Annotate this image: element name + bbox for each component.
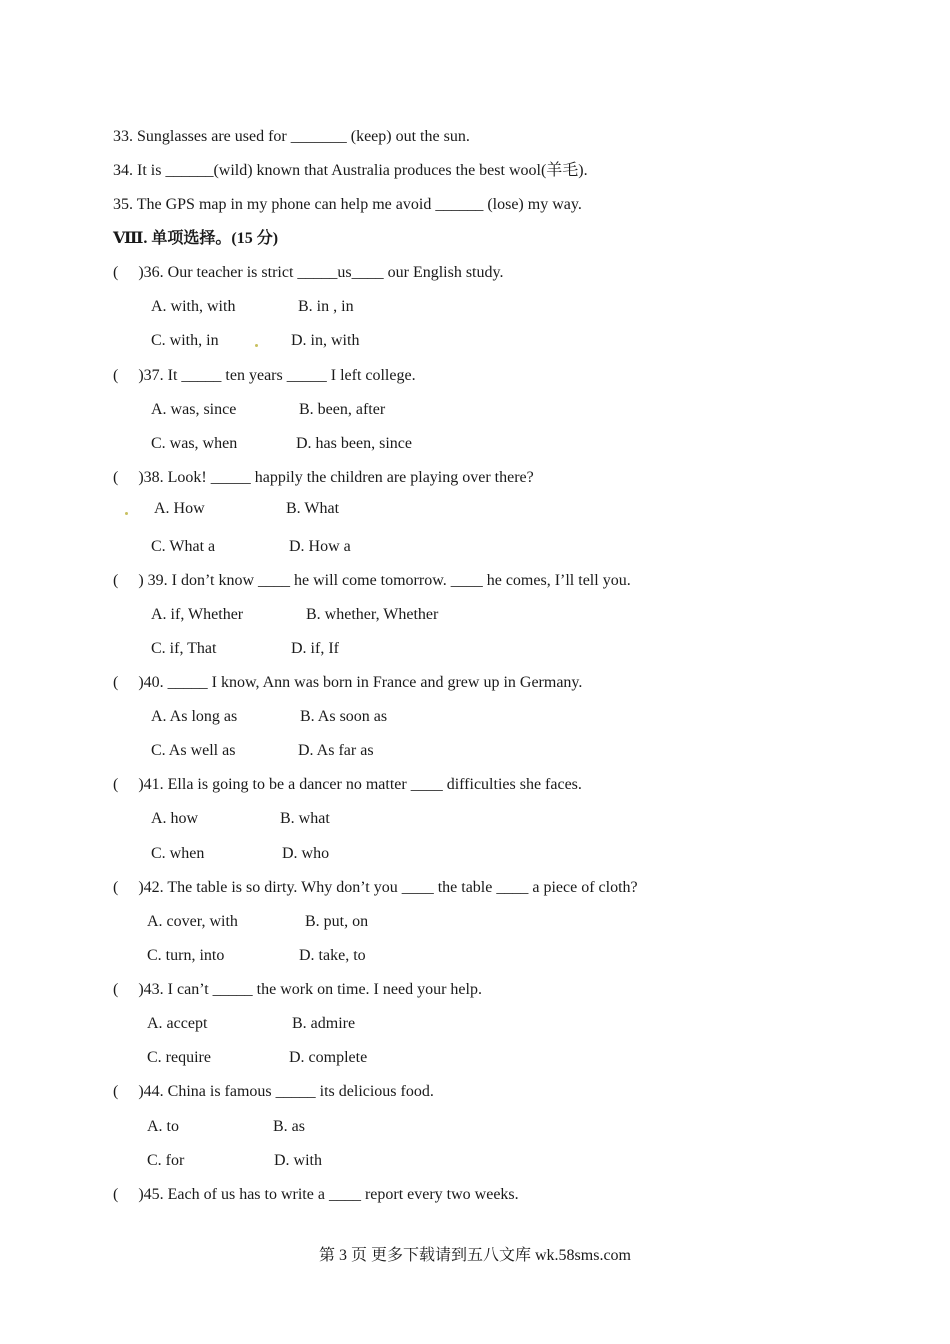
q40-option-d: D. As far as [298,742,374,759]
q44-option-a: A. to [147,1118,179,1135]
question-39: ( ) 39. I don’t know ____ he will come tomorrow. ____ he comes, I’ll tell you. [113,572,631,589]
q37-option-c: C. was, when [151,435,238,452]
q43-option-a: A. accept [147,1015,208,1032]
q38-option-b: B. What [286,500,340,517]
question-36: ( )36. Our teacher is strict _____us____ our English study. [113,264,504,281]
q36-option-d: D. in, with [291,332,360,349]
q38-option-a: A. How [154,500,205,517]
q43-option-c: C. require [147,1049,211,1066]
q40-option-a: A. As long as [151,708,238,725]
q41-option-c: C. when [151,845,205,862]
q42-option-a: A. cover, with [147,913,238,930]
q41-option-a: A. how [151,810,199,827]
q36-option-b: B. in , in [298,298,354,315]
q37-option-d: D. has been, since [296,435,412,452]
question-43: ( )43. I can’t _____ the work on time. I need your help. [113,981,482,998]
q44-option-b: B. as [273,1118,305,1135]
speck-mark [255,344,258,347]
fill-item-34: 34. It is ______(wild) known that Australia produces the best wool(羊毛). [113,162,588,179]
q36-option-a: A. with, with [151,298,236,315]
q37-option-a: A. was, since [151,401,237,418]
question-37: ( )37. It _____ ten years _____ I left college. [113,367,416,384]
section-heading: Ⅷ. 单项选择。(15 分) [113,230,279,247]
q39-option-d: D. if, If [291,640,339,657]
question-38: ( )38. Look! _____ happily the children are playing over there? [113,469,534,486]
q39-option-b: B. whether, Whether [306,606,439,623]
q41-option-b: B. what [280,810,330,827]
speck-mark [125,512,128,515]
page-footer: 第 3 页 更多下载请到五八文库 wk.58sms.com [318,1247,631,1264]
q41-option-d: D. who [282,845,330,862]
q44-option-d: D. with [274,1152,322,1169]
question-45: ( )45. Each of us has to write a ____ report every two weeks. [113,1186,519,1203]
fill-item-35: 35. The GPS map in my phone can help me avoid ______ (lose) my way. [113,196,582,213]
q42-option-d: D. take, to [299,947,366,964]
q42-option-c: C. turn, into [147,947,225,964]
q43-option-b: B. admire [292,1015,356,1032]
q38-option-d: D. How a [289,538,351,555]
q39-option-a: A. if, Whether [151,606,244,623]
q39-option-c: C. if, That [151,640,217,657]
question-42: ( )42. The table is so dirty. Why don’t you ____ the table ____ a piece of cloth? [113,879,638,896]
q40-option-c: C. As well as [151,742,236,759]
q36-option-c: C. with, in [151,332,219,349]
q38-option-c: C. What a [151,538,216,555]
q44-option-c: C. for [147,1152,185,1169]
question-40: ( )40. _____ I know, Ann was born in France and grew up in Germany. [113,674,583,691]
q43-option-d: D. complete [289,1049,368,1066]
question-44: ( )44. China is famous _____ its delicious food. [113,1083,434,1100]
fill-item-33: 33. Sunglasses are used for _______ (keep) out the sun. [113,128,470,145]
q37-option-b: B. been, after [299,401,386,418]
q40-option-b: B. As soon as [300,708,388,725]
question-41: ( )41. Ella is going to be a dancer no matter ____ difficulties she faces. [113,776,582,793]
q42-option-b: B. put, on [305,913,369,930]
